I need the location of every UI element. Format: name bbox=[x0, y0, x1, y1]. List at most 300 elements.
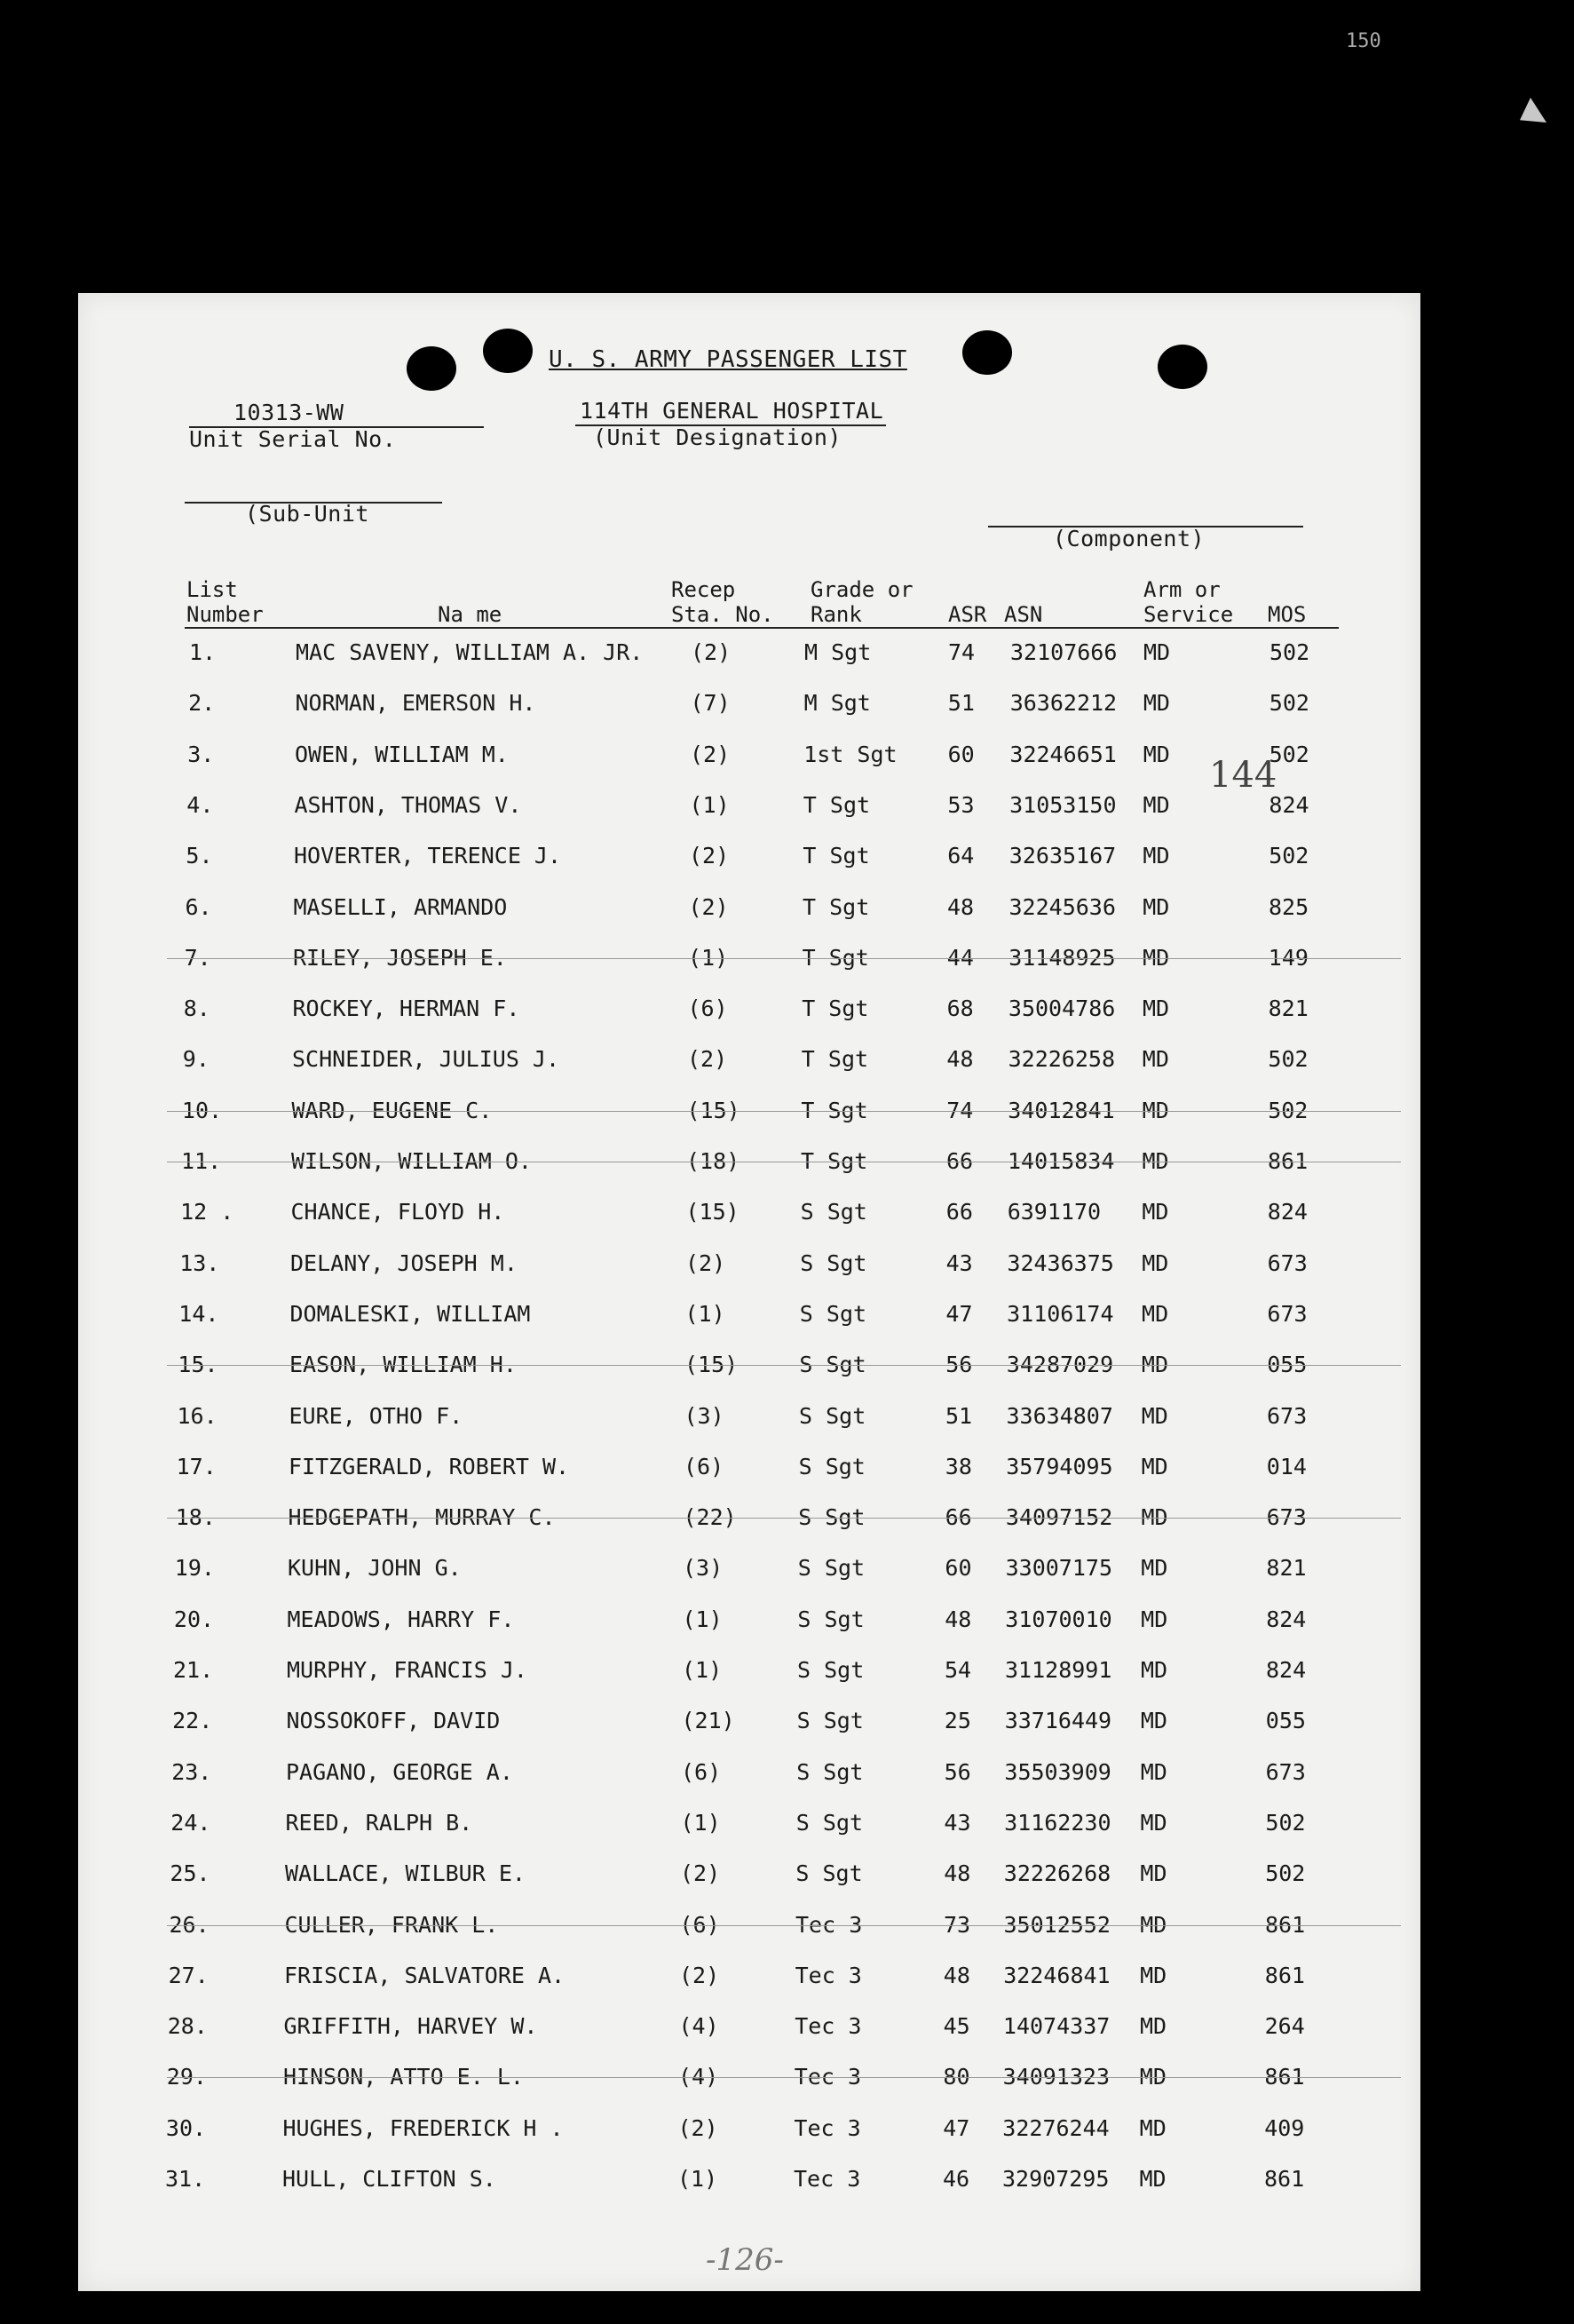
cell-asn: 32907295 bbox=[1002, 2166, 1110, 2192]
cell-asr: 74 bbox=[948, 639, 976, 665]
cell-asn: 32107666 bbox=[1010, 639, 1118, 665]
sub-unit-label: (Sub-Unit bbox=[245, 501, 369, 527]
cell-mos: 673 bbox=[1267, 1300, 1308, 1327]
cell-asr: 44 bbox=[946, 944, 974, 971]
cell-recep: (6) bbox=[684, 1453, 724, 1479]
cell-asn: 34091323 bbox=[1002, 2064, 1111, 2090]
cell-asn: 31128991 bbox=[1005, 1657, 1112, 1683]
cell-arm: MD bbox=[1140, 1758, 1167, 1785]
table-row bbox=[78, 792, 1420, 828]
cell-recep: (7) bbox=[690, 690, 731, 717]
cell-asr: 47 bbox=[943, 2114, 970, 2141]
cell-asn: 34287029 bbox=[1006, 1352, 1114, 1378]
cell-asr: 48 bbox=[947, 893, 975, 920]
cell-recep: (1) bbox=[682, 1606, 723, 1632]
cell-asr: 74 bbox=[946, 1097, 974, 1123]
cell-grade: Tec 3 bbox=[795, 2013, 862, 2040]
cell-asr: 51 bbox=[945, 1402, 973, 1429]
table-row bbox=[78, 2166, 1420, 2201]
cell-recep: (1) bbox=[688, 944, 729, 971]
cell-grade: S Sgt bbox=[798, 1453, 866, 1479]
cell-asr: 48 bbox=[946, 1046, 974, 1073]
unit-serial-value: 10313-WW bbox=[233, 400, 344, 425]
table-row bbox=[78, 843, 1420, 878]
table-row bbox=[78, 639, 1420, 675]
cell-arm: MD bbox=[1141, 1453, 1168, 1479]
cell-asr: 43 bbox=[944, 1809, 971, 1836]
cell-num: 4. bbox=[186, 791, 214, 818]
cell-asr: 80 bbox=[943, 2064, 970, 2090]
cell-num: 24. bbox=[170, 1809, 211, 1836]
cell-recep: (2) bbox=[685, 1249, 726, 1276]
cell-arm: MD bbox=[1142, 1199, 1169, 1225]
cell-grade: T Sgt bbox=[802, 995, 869, 1022]
cell-grade: Tec 3 bbox=[794, 2166, 861, 2192]
cell-asr: 47 bbox=[945, 1300, 973, 1327]
cell-mos: 821 bbox=[1268, 995, 1309, 1022]
cell-num: 14. bbox=[178, 1300, 219, 1327]
cell-grade: S Sgt bbox=[799, 1402, 866, 1429]
cell-asr: 56 bbox=[944, 1758, 971, 1785]
cell-name: HOVERTER, TERENCE J. bbox=[294, 843, 562, 869]
cell-recep: (1) bbox=[677, 2166, 718, 2192]
cell-num: 22. bbox=[172, 1708, 213, 1734]
cell-num: 3. bbox=[187, 741, 215, 767]
cell-name: PAGANO, GEORGE A. bbox=[286, 1758, 513, 1785]
cell-asn: 35503909 bbox=[1004, 1758, 1111, 1785]
cell-num: 21. bbox=[173, 1657, 214, 1683]
table-row bbox=[78, 1352, 1420, 1387]
cell-mos: 821 bbox=[1266, 1555, 1307, 1582]
cell-arm: MD bbox=[1140, 1962, 1167, 1988]
cell-asn: 34097152 bbox=[1005, 1504, 1113, 1531]
cell-grade: S Sgt bbox=[800, 1249, 867, 1276]
cell-asn: 32226258 bbox=[1008, 1046, 1116, 1073]
cell-num: 19. bbox=[174, 1555, 215, 1582]
cell-arm: MD bbox=[1141, 1657, 1168, 1683]
cell-grade: Tec 3 bbox=[795, 1911, 863, 1938]
cell-grade: S Sgt bbox=[799, 1300, 867, 1327]
cell-asr: 73 bbox=[944, 1911, 971, 1938]
cell-asr: 54 bbox=[945, 1657, 972, 1683]
cell-asn: 35794095 bbox=[1006, 1453, 1113, 1479]
cell-recep: (4) bbox=[678, 2013, 719, 2040]
table-row bbox=[78, 690, 1420, 726]
cell-name: FITZGERALD, ROBERT W. bbox=[289, 1453, 570, 1479]
cell-mos: 502 bbox=[1269, 690, 1309, 717]
cell-num: 29. bbox=[166, 2064, 207, 2090]
cell-recep: (3) bbox=[683, 1555, 724, 1582]
col-asr: ASR bbox=[948, 602, 987, 627]
cell-recep: (2) bbox=[691, 639, 732, 665]
col-name: Na me bbox=[438, 602, 502, 627]
table-row bbox=[78, 2013, 1420, 2049]
col-grade: Grade or Rank bbox=[811, 577, 914, 627]
cell-num: 10. bbox=[181, 1097, 223, 1123]
cell-num: 1. bbox=[189, 639, 217, 665]
cell-asr: 53 bbox=[947, 791, 975, 818]
page-number: -126- bbox=[706, 2242, 784, 2278]
cell-arm: MD bbox=[1142, 1148, 1169, 1174]
table-row bbox=[78, 1912, 1420, 1947]
cell-arm: MD bbox=[1140, 1708, 1167, 1734]
cell-arm: MD bbox=[1139, 2114, 1167, 2141]
table-row bbox=[78, 1403, 1420, 1439]
table-row bbox=[78, 1504, 1420, 1540]
cell-mos: 502 bbox=[1269, 741, 1309, 767]
cell-num: 26. bbox=[169, 1911, 210, 1938]
table-row bbox=[78, 1046, 1420, 1082]
cell-arm: MD bbox=[1142, 995, 1170, 1022]
cell-asr: 48 bbox=[945, 1606, 972, 1632]
table-row bbox=[78, 1148, 1420, 1184]
cell-grade: Tec 3 bbox=[795, 1962, 862, 1988]
table-row bbox=[78, 1555, 1420, 1590]
cell-mos: 055 bbox=[1265, 1708, 1306, 1734]
cell-grade: T Sgt bbox=[803, 893, 870, 920]
table-row bbox=[78, 1963, 1420, 1998]
cell-mos: 824 bbox=[1266, 1657, 1307, 1683]
punch-hole-icon bbox=[962, 330, 1012, 375]
table-row bbox=[78, 945, 1420, 980]
cell-arm: MD bbox=[1142, 1097, 1169, 1123]
cell-asn: 35004786 bbox=[1008, 995, 1116, 1022]
cell-num: 2. bbox=[188, 690, 216, 717]
cell-asr: 51 bbox=[947, 690, 975, 717]
cell-recep: (1) bbox=[682, 1657, 723, 1683]
col-mos: MOS bbox=[1268, 602, 1307, 627]
cell-num: 25. bbox=[170, 1860, 210, 1887]
cell-arm: MD bbox=[1143, 843, 1170, 869]
cell-asr: 48 bbox=[943, 1962, 970, 1988]
cell-name: KUHN, JOHN G. bbox=[288, 1555, 462, 1582]
cell-grade: T Sgt bbox=[802, 944, 869, 971]
cell-recep: (2) bbox=[687, 1046, 728, 1073]
cell-asr: 25 bbox=[944, 1708, 971, 1734]
cell-recep: (21) bbox=[681, 1708, 735, 1734]
document-title: U. S. ARMY PASSENGER LIST bbox=[549, 346, 907, 373]
table-row bbox=[78, 1301, 1420, 1336]
cell-asr: 38 bbox=[945, 1453, 972, 1479]
cell-num: 9. bbox=[182, 1046, 210, 1073]
punch-hole-icon bbox=[483, 329, 533, 373]
cell-asn: 31148925 bbox=[1008, 944, 1116, 971]
cell-asn: 32246651 bbox=[1009, 741, 1117, 767]
cell-name: WARD, EUGENE C. bbox=[291, 1097, 493, 1123]
cell-grade: T Sgt bbox=[803, 791, 871, 818]
cell-num: 7. bbox=[184, 944, 211, 971]
cell-num: 28. bbox=[167, 2013, 208, 2040]
cell-name: MEADOWS, HARRY F. bbox=[287, 1606, 515, 1632]
cell-mos: 824 bbox=[1266, 1606, 1307, 1632]
passenger-list-page bbox=[78, 293, 1420, 2291]
cell-asn: 33634807 bbox=[1006, 1402, 1113, 1429]
cell-arm: MD bbox=[1141, 1352, 1168, 1378]
cell-arm: MD bbox=[1142, 1249, 1169, 1276]
cell-name: NORMAN, EMERSON H. bbox=[295, 690, 536, 717]
cell-arm: MD bbox=[1140, 1860, 1167, 1887]
cell-asn: 32246841 bbox=[1003, 1962, 1111, 1988]
cell-mos: 861 bbox=[1265, 1911, 1306, 1938]
cell-name: MASELLI, ARMANDO bbox=[293, 893, 508, 920]
unit-serial-label: Unit Serial No. bbox=[189, 426, 397, 452]
cell-num: 6. bbox=[185, 893, 212, 920]
cell-num: 12 . bbox=[180, 1199, 234, 1225]
cell-grade: S Sgt bbox=[796, 1758, 864, 1785]
cell-name: GRIFFITH, HARVEY W. bbox=[283, 2013, 538, 2040]
cell-asn: 31162230 bbox=[1004, 1809, 1111, 1836]
cell-asn: 33007175 bbox=[1005, 1555, 1113, 1582]
cell-num: 30. bbox=[165, 2114, 207, 2141]
unit-designation-label: (Unit Designation) bbox=[593, 424, 842, 450]
cell-mos: 502 bbox=[1265, 1860, 1306, 1887]
cell-mos: 673 bbox=[1267, 1249, 1308, 1276]
cell-name: HUGHES, FREDERICK H . bbox=[282, 2114, 564, 2141]
component-label: (Component) bbox=[1053, 526, 1206, 551]
cell-mos: 673 bbox=[1266, 1504, 1307, 1531]
cell-arm: MD bbox=[1143, 944, 1170, 971]
cell-recep: (2) bbox=[679, 1962, 720, 1988]
punch-hole-icon bbox=[407, 346, 456, 391]
cell-mos: 502 bbox=[1269, 639, 1310, 665]
cell-grade: S Sgt bbox=[797, 1657, 865, 1683]
cell-num: 15. bbox=[178, 1352, 218, 1378]
cell-name: HINSON, ATTO E. L. bbox=[283, 2064, 524, 2090]
cell-asn: 31053150 bbox=[1009, 791, 1117, 818]
cell-grade: T Sgt bbox=[801, 1148, 868, 1174]
fold-crease bbox=[167, 1925, 1401, 1926]
cell-mos: 673 bbox=[1267, 1402, 1308, 1429]
cell-asr: 66 bbox=[946, 1148, 974, 1174]
cell-asn: 14015834 bbox=[1008, 1148, 1115, 1174]
table-row bbox=[78, 1759, 1420, 1795]
cell-asn: 32226268 bbox=[1003, 1860, 1111, 1887]
cell-arm: MD bbox=[1141, 1606, 1168, 1632]
cell-asr: 45 bbox=[943, 2013, 970, 2040]
col-arm: Arm or Service bbox=[1143, 577, 1234, 627]
cell-arm: MD bbox=[1141, 1504, 1168, 1531]
cell-grade: Tec 3 bbox=[794, 2114, 861, 2141]
cell-arm: MD bbox=[1139, 2166, 1167, 2192]
col-asn: ASN bbox=[1004, 602, 1043, 627]
cell-grade: S Sgt bbox=[797, 1555, 866, 1582]
table-row bbox=[78, 2064, 1420, 2099]
cell-name: EASON, WILLIAM H. bbox=[289, 1352, 517, 1378]
cell-asr: 64 bbox=[947, 843, 975, 869]
cell-arm: MD bbox=[1141, 1402, 1168, 1429]
cell-grade: S Sgt bbox=[799, 1352, 866, 1378]
cell-asn: 33716449 bbox=[1004, 1708, 1112, 1734]
cell-arm: MD bbox=[1143, 639, 1171, 665]
cell-name: WALLACE, WILBUR E. bbox=[285, 1860, 526, 1887]
cell-asn: 14074337 bbox=[1002, 2013, 1111, 2040]
cell-num: 13. bbox=[179, 1249, 220, 1276]
cell-num: 23. bbox=[171, 1758, 212, 1785]
cell-name: REED, RALPH B. bbox=[285, 1809, 473, 1836]
table-row bbox=[78, 1098, 1420, 1133]
cell-name: CHANCE, FLOYD H. bbox=[290, 1199, 505, 1225]
cell-grade: T Sgt bbox=[801, 1046, 869, 1073]
col-list-number: List Number bbox=[186, 577, 264, 627]
cell-recep: (6) bbox=[687, 995, 728, 1022]
cell-recep: (1) bbox=[689, 791, 730, 818]
cell-mos: 502 bbox=[1265, 1809, 1306, 1836]
cell-name: HEDGEPATH, MURRAY C. bbox=[288, 1504, 556, 1531]
cell-recep: (2) bbox=[688, 893, 729, 920]
fold-crease bbox=[167, 958, 1401, 959]
cell-name: ROCKEY, HERMAN F. bbox=[292, 995, 520, 1022]
cell-num: 5. bbox=[186, 843, 213, 869]
cell-asr: 48 bbox=[944, 1860, 971, 1887]
cell-recep: (4) bbox=[678, 2064, 719, 2090]
cell-mos: 861 bbox=[1264, 1962, 1305, 1988]
cell-recep: (2) bbox=[677, 2114, 718, 2141]
cell-recep: (1) bbox=[684, 1300, 725, 1327]
fold-crease bbox=[167, 2077, 1401, 2078]
cell-arm: MD bbox=[1139, 2064, 1167, 2090]
cell-arm: MD bbox=[1139, 2013, 1167, 2040]
cell-name: HULL, CLIFTON S. bbox=[282, 2166, 496, 2192]
cell-name: DELANY, JOSEPH M. bbox=[290, 1249, 518, 1276]
cell-grade: S Sgt bbox=[795, 1860, 863, 1887]
handwritten-stamp: 144 bbox=[1209, 755, 1277, 796]
cell-arm: MD bbox=[1142, 1046, 1169, 1073]
cell-recep: (15) bbox=[686, 1097, 740, 1123]
cell-grade: Tec 3 bbox=[794, 2064, 862, 2090]
unit-designation-value: 114TH GENERAL HOSPITAL bbox=[580, 398, 884, 424]
cell-name: FRISCIA, SALVATORE A. bbox=[284, 1962, 566, 1988]
cell-arm: MD bbox=[1143, 741, 1170, 767]
table-row bbox=[78, 1810, 1420, 1845]
cell-recep: (15) bbox=[684, 1352, 739, 1378]
cell-asn: 32276244 bbox=[1002, 2114, 1110, 2141]
cell-grade: S Sgt bbox=[797, 1606, 865, 1632]
cell-recep: (22) bbox=[683, 1504, 737, 1531]
cell-asn: 6391170 bbox=[1007, 1199, 1102, 1225]
cell-num: 31. bbox=[165, 2166, 206, 2192]
table-row bbox=[78, 894, 1420, 930]
cell-name: WILSON, WILLIAM O. bbox=[291, 1148, 532, 1174]
cell-grade: S Sgt bbox=[800, 1199, 867, 1225]
cell-mos: 673 bbox=[1265, 1758, 1306, 1785]
cell-asn: 35012552 bbox=[1003, 1911, 1111, 1938]
table-row bbox=[78, 1860, 1420, 1896]
cell-num: 8. bbox=[183, 995, 210, 1022]
cell-name: CULLER, FRANK L. bbox=[284, 1911, 499, 1938]
cell-arm: MD bbox=[1141, 1555, 1168, 1582]
cell-grade: T Sgt bbox=[803, 843, 870, 869]
cell-asn: 31106174 bbox=[1007, 1300, 1114, 1327]
cell-recep: (18) bbox=[686, 1148, 740, 1174]
cell-arm: MD bbox=[1140, 1809, 1167, 1836]
cell-arm: MD bbox=[1143, 893, 1170, 920]
cell-recep: (2) bbox=[689, 843, 730, 869]
cell-recep: (15) bbox=[685, 1199, 740, 1225]
cell-mos: 149 bbox=[1268, 944, 1309, 971]
fold-crease bbox=[167, 1111, 1401, 1112]
cell-arm: MD bbox=[1140, 1911, 1167, 1938]
cell-grade: S Sgt bbox=[798, 1504, 866, 1531]
corner-page-mark: 150 bbox=[1346, 30, 1381, 52]
cell-name: SCHNEIDER, JULIUS J. bbox=[292, 1046, 560, 1073]
fold-crease bbox=[167, 1365, 1401, 1366]
cell-name: NOSSOKOFF, DAVID bbox=[286, 1708, 501, 1734]
table-row bbox=[78, 1606, 1420, 1642]
fold-crease bbox=[167, 1518, 1401, 1519]
cell-asr: 60 bbox=[945, 1555, 972, 1582]
cell-arm: MD bbox=[1143, 690, 1170, 717]
punch-hole-icon bbox=[1158, 345, 1207, 389]
cell-num: 18. bbox=[175, 1504, 216, 1531]
cell-name: RILEY, JOSEPH E. bbox=[293, 944, 507, 971]
table-row bbox=[78, 1250, 1420, 1286]
cell-grade: M Sgt bbox=[803, 690, 871, 717]
header-rule bbox=[185, 627, 1339, 629]
table-row bbox=[78, 1199, 1420, 1234]
cell-arm: MD bbox=[1142, 1300, 1169, 1327]
cell-grade: 1st Sgt bbox=[803, 741, 898, 767]
cell-recep: (3) bbox=[684, 1402, 724, 1429]
cell-recep: (6) bbox=[681, 1758, 722, 1785]
cell-arm: MD bbox=[1143, 791, 1170, 818]
cell-grade: M Sgt bbox=[804, 639, 872, 665]
cell-recep: (2) bbox=[680, 1860, 721, 1887]
cell-grade: S Sgt bbox=[796, 1708, 864, 1734]
cell-mos: 861 bbox=[1264, 2064, 1305, 2090]
cell-mos: 409 bbox=[1264, 2114, 1305, 2141]
table-row bbox=[78, 1657, 1420, 1693]
cell-asr: 56 bbox=[945, 1352, 973, 1378]
cell-recep: (2) bbox=[690, 741, 731, 767]
cell-asn: 32635167 bbox=[1008, 843, 1117, 869]
cell-name: MAC SAVENY, WILLIAM A. JR. bbox=[296, 639, 644, 665]
cell-mos: 825 bbox=[1269, 893, 1309, 920]
table-row bbox=[78, 2115, 1420, 2151]
cell-recep: (1) bbox=[680, 1809, 721, 1836]
cell-asn: 32436375 bbox=[1007, 1249, 1114, 1276]
table-row bbox=[78, 1708, 1420, 1743]
cell-asr: 43 bbox=[945, 1249, 973, 1276]
cell-name: MURPHY, FRANCIS J. bbox=[287, 1657, 527, 1683]
cell-asr: 66 bbox=[945, 1199, 973, 1225]
scan-artifact bbox=[1520, 98, 1546, 123]
cell-num: 17. bbox=[176, 1453, 217, 1479]
cell-mos: 861 bbox=[1264, 2166, 1305, 2192]
cell-asn: 31070010 bbox=[1005, 1606, 1112, 1632]
table-row bbox=[78, 995, 1420, 1031]
cell-name: ASHTON, THOMAS V. bbox=[294, 791, 522, 818]
cell-name: DOMALESKI, WILLIAM bbox=[289, 1300, 531, 1327]
cell-asn: 32245636 bbox=[1008, 893, 1116, 920]
cell-mos: 502 bbox=[1269, 843, 1309, 869]
cell-num: 11. bbox=[181, 1148, 222, 1174]
cell-mos: 502 bbox=[1268, 1097, 1309, 1123]
cell-asr: 46 bbox=[943, 2166, 970, 2192]
cell-grade: S Sgt bbox=[795, 1809, 864, 1836]
cell-grade: T Sgt bbox=[801, 1097, 868, 1123]
cell-mos: 502 bbox=[1268, 1046, 1309, 1073]
col-recep: Recep Sta. No. bbox=[671, 577, 774, 627]
cell-mos: 824 bbox=[1269, 791, 1309, 818]
table-row bbox=[78, 1454, 1420, 1489]
cell-num: 16. bbox=[177, 1402, 218, 1429]
cell-name: EURE, OTHO F. bbox=[289, 1402, 463, 1429]
cell-mos: 055 bbox=[1267, 1352, 1308, 1378]
cell-mos: 014 bbox=[1266, 1453, 1307, 1479]
cell-asn: 34012841 bbox=[1008, 1097, 1115, 1123]
cell-mos: 264 bbox=[1264, 2013, 1305, 2040]
cell-asr: 68 bbox=[946, 995, 974, 1022]
